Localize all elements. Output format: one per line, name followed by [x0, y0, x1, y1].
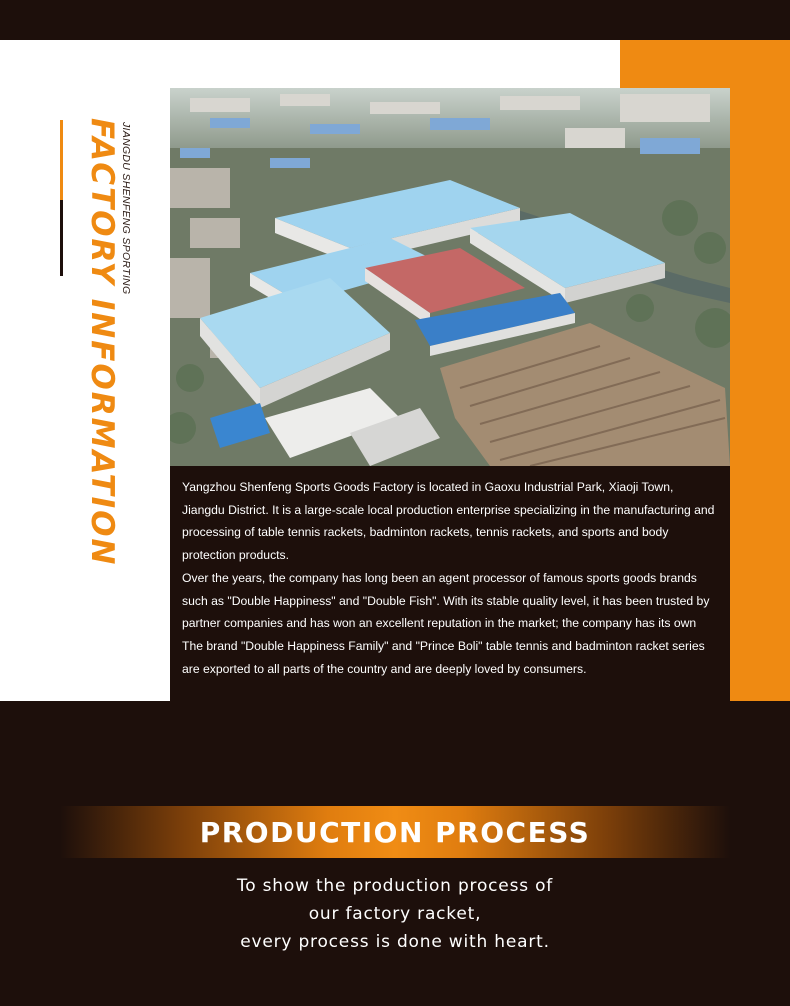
production-subtitle-line2: our factory racket,: [308, 904, 482, 924]
accent-bar: [60, 120, 63, 200]
top-band: [0, 0, 790, 40]
section-title: FACTORY INFORMATION: [84, 118, 120, 567]
factory-description: [170, 466, 730, 701]
description-paragraph-2: Over the years, the company has long been an agent processor of famous sports goods brands such as "Double Happiness" and "Double Fish". With its stable quality level, it has been trusted by partner companies and has won an excellent reputation in the market; the company has its own The brand "Double Happiness Family" and "Prince Boli" table tennis and badminton racket series are exported to all parts of the country and are deeply loved by consumers.: [182, 570, 710, 676]
factory-aerial-photo: [170, 88, 730, 466]
production-subtitle-line1: To show the production process of: [236, 876, 554, 896]
production-banner: [60, 806, 730, 858]
production-subtitle-line3: every process is done with heart.: [240, 932, 550, 952]
section-subtitle: JIANGDU SHENFENG SPORTING: [120, 122, 132, 295]
production-title: PRODUCTION PROCESS: [199, 816, 591, 849]
accent-bar-dark: [60, 200, 63, 276]
description-paragraph-1: Yangzhou Shenfeng Sports Goods Factory is located in Gaoxu Industrial Park, Xiaoji Town, Jiangdu District. It is a large-scale local production enterprise specializing in the manufacturing and processing of table tennis rackets, badminton rackets, tennis rackets, and sports and body protection products.: [182, 480, 715, 563]
